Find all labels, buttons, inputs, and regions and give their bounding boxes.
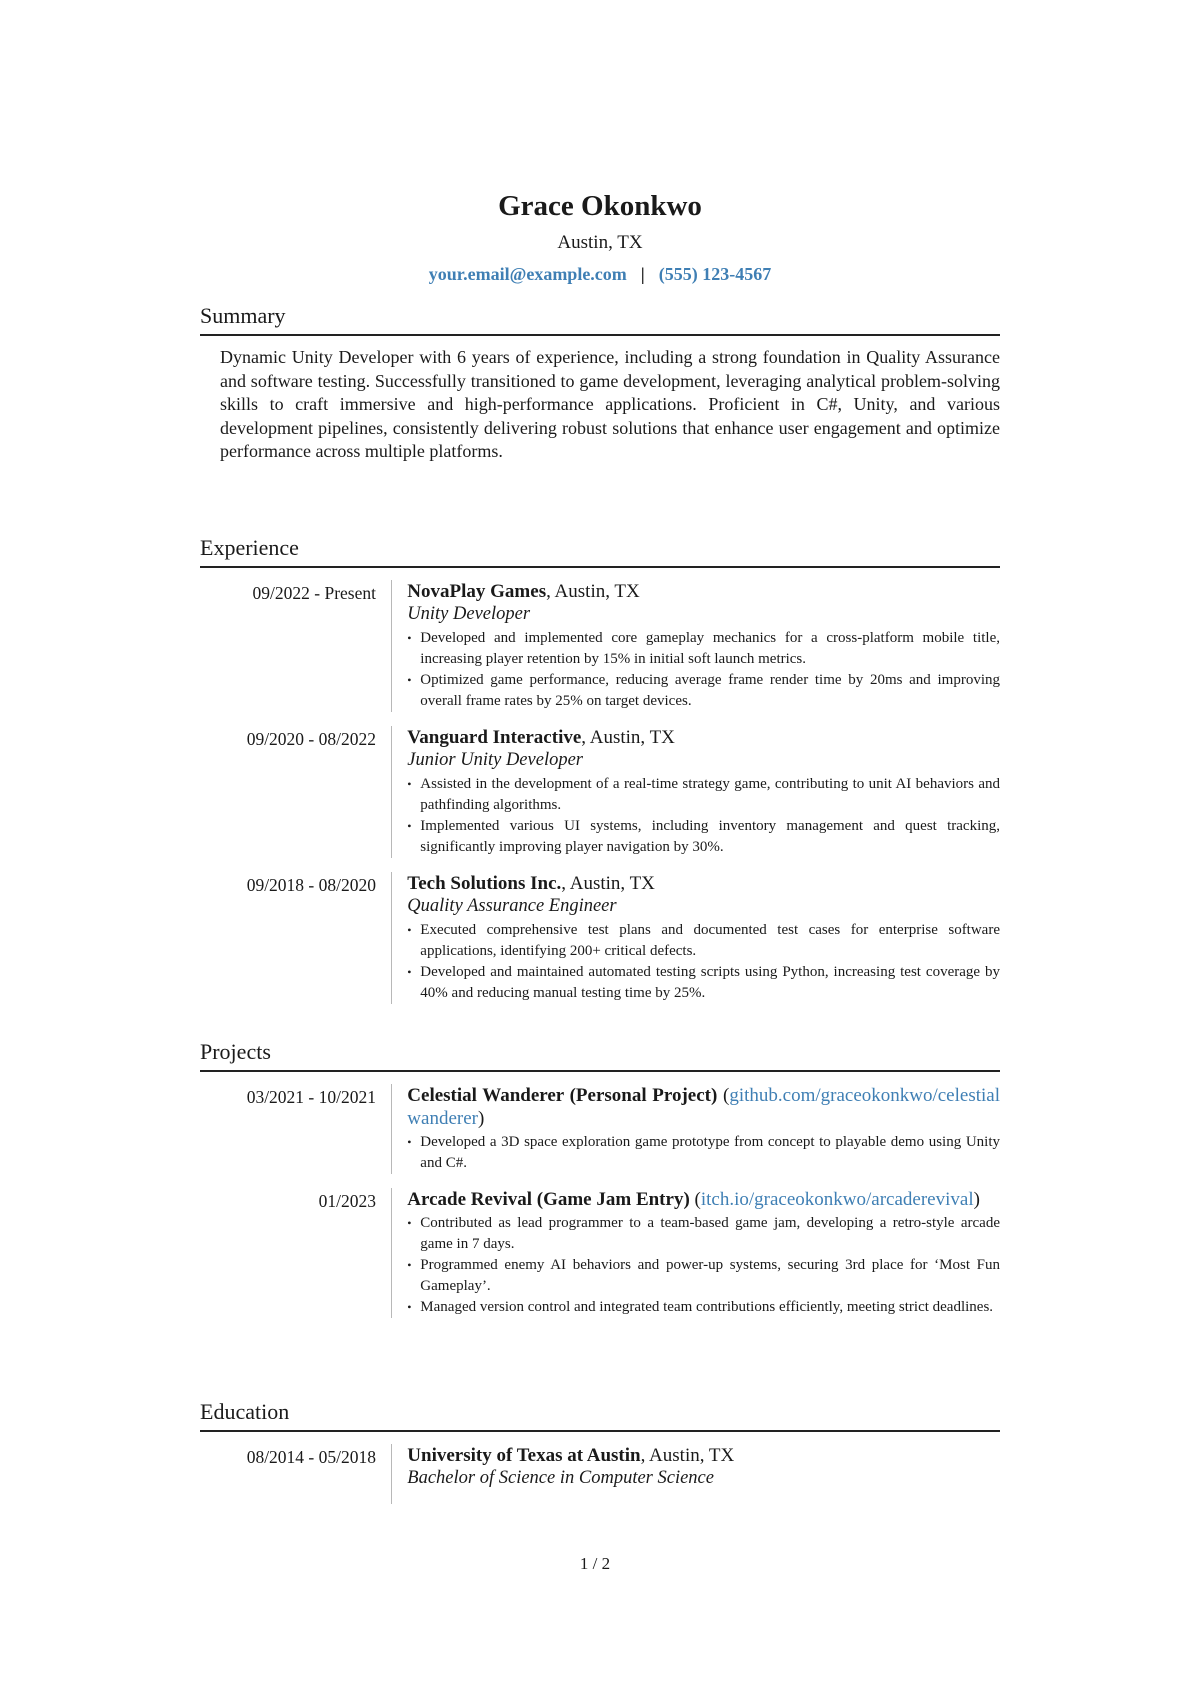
bullet-item: • Developed and maintained automated testing scripts using Python, increasing test coverage by 40% and reducing manual testing time by 25%. bbox=[407, 962, 1000, 1004]
company-name: Vanguard Interactive bbox=[407, 727, 582, 748]
school-name: University of Texas at Austin bbox=[407, 1445, 641, 1466]
entry-date: 03/2021 - 10/2021 bbox=[246, 1087, 376, 1107]
entry-date: 08/2014 - 05/2018 bbox=[246, 1447, 376, 1467]
section-rule bbox=[200, 334, 1000, 336]
project-link[interactable]: github.com/graceokonkwo/celestialwanderer bbox=[407, 1085, 1000, 1129]
bullet-item: • Assisted in the development of a real-time strategy game, contributing to unit AI behaviors and pathfinding algorithms. bbox=[407, 774, 1000, 816]
contact-line bbox=[200, 261, 1000, 287]
experience-section bbox=[200, 534, 1000, 1004]
page-number: 1 / 2 bbox=[579, 1554, 611, 1573]
projects-section bbox=[200, 1038, 1000, 1318]
bullet-list bbox=[407, 628, 1000, 712]
bullet-list bbox=[407, 774, 1000, 858]
summary-section bbox=[200, 302, 1000, 464]
entry-body bbox=[392, 1188, 1000, 1318]
project-name: Celestial Wanderer (Personal Project) bbox=[407, 1085, 718, 1106]
degree: Bachelor of Science in Computer Science bbox=[407, 1468, 714, 1488]
bullet-list bbox=[407, 1132, 1000, 1174]
experience-entry bbox=[200, 726, 1000, 858]
education-entry bbox=[200, 1444, 1000, 1504]
entry-body bbox=[392, 1084, 1000, 1174]
entry-body bbox=[392, 726, 1000, 858]
bullet-item: • Programmed enemy AI behaviors and power-up systems, securing 3rd place for ‘Most Fun Gameplay’. bbox=[407, 1255, 1000, 1297]
bullet-item: • Contributed as lead programmer to a team-based game jam, developing a retro-style arcade game in 7 days. bbox=[407, 1213, 1000, 1255]
job-role: Junior Unity Developer bbox=[407, 750, 583, 770]
email-link[interactable]: your.email@example.com bbox=[428, 264, 627, 284]
project-title: Celestial Wanderer (Personal Project) (github.com/graceokonkwo/celestialwanderer) bbox=[407, 1085, 1000, 1129]
company-location: , Austin, TX bbox=[546, 581, 640, 602]
project-name: Arcade Revival (Game Jam Entry) bbox=[407, 1189, 690, 1210]
section-title-projects: Projects bbox=[200, 1039, 271, 1064]
entry-title bbox=[407, 872, 1000, 895]
section-title-education: Education bbox=[200, 1399, 290, 1424]
bullet-item: • Developed and implemented core gameplay mechanics for a cross-platform mobile title, increasing player retention by 15% in initial soft launch metrics. bbox=[407, 628, 1000, 670]
experience-entry bbox=[200, 872, 1000, 1004]
bullet-item: • Optimized game performance, reducing average frame render time by 20ms and improving overall frame rates by 25% on target devices. bbox=[407, 670, 1000, 712]
contact-separator: | bbox=[640, 264, 645, 284]
candidate-name: Grace Okonkwo bbox=[498, 190, 702, 222]
entry-date: 01/2023 bbox=[318, 1191, 376, 1211]
entry-title bbox=[407, 726, 1000, 749]
project-link[interactable]: itch.io/graceokonkwo/arcaderevival bbox=[700, 1189, 974, 1210]
company-name: NovaPlay Games bbox=[407, 581, 547, 602]
bullet-item: • Implemented various UI systems, including inventory management and quest tracking, significantly improving player navigation by 30%. bbox=[407, 816, 1000, 858]
resume-header bbox=[200, 186, 1000, 287]
entry-date: 09/2018 - 08/2020 bbox=[246, 875, 376, 895]
bullet-item: • Executed comprehensive test plans and documented test cases for enterprise software applications, identifying 200+ critical defects. bbox=[407, 920, 1000, 962]
entry-body bbox=[392, 1444, 1000, 1504]
section-rule bbox=[200, 1070, 1000, 1072]
entry-date: 09/2022 - Present bbox=[252, 583, 376, 603]
job-role: Unity Developer bbox=[407, 604, 531, 624]
summary-text: Dynamic Unity Developer with 6 years of experience, including a strong foundation in Quality Assurance and software testing. Successfully transitioned to game development, leveraging analytical problem-solving skills to craft immersive and high-performance applications. Proficient in C#, Unity, and various development pipelines, consistently delivering robust solutions that enhance user engagement and optimize performance across multiple platforms. bbox=[220, 347, 1000, 461]
section-rule bbox=[200, 1430, 1000, 1432]
entry-date: 09/2020 - 08/2022 bbox=[246, 729, 376, 749]
bullet-list bbox=[407, 1213, 1000, 1318]
job-role: Quality Assurance Engineer bbox=[407, 896, 617, 916]
entry-body bbox=[392, 872, 1000, 1004]
bullet-item: • Developed a 3D space exploration game prototype from concept to playable demo using Unity and C#. bbox=[407, 1132, 1000, 1174]
experience-entry bbox=[200, 580, 1000, 712]
bullet-item: • Managed version control and integrated team contributions efficiently, meeting strict deadlines. bbox=[407, 1297, 1000, 1318]
entry-title bbox=[407, 1444, 1000, 1467]
project-entry bbox=[200, 1084, 1000, 1174]
section-rule bbox=[200, 566, 1000, 568]
entry-body bbox=[392, 580, 1000, 712]
school-location: , Austin, TX bbox=[640, 1445, 735, 1466]
education-section bbox=[200, 1398, 1000, 1504]
candidate-location: Austin, TX bbox=[557, 232, 643, 253]
project-entry bbox=[200, 1188, 1000, 1318]
section-title-experience: Experience bbox=[200, 535, 299, 560]
phone-link[interactable]: (555) 123-4567 bbox=[658, 264, 772, 284]
section-title-summary: Summary bbox=[200, 303, 286, 328]
entry-title bbox=[407, 580, 1000, 603]
company-location: , Austin, TX bbox=[581, 727, 675, 748]
company-name: Tech Solutions Inc. bbox=[407, 873, 562, 894]
company-location: , Austin, TX bbox=[561, 873, 655, 894]
project-title: Arcade Revival (Game Jam Entry) (itch.io/graceokonkwo/arcaderevival) bbox=[407, 1189, 980, 1210]
bullet-list bbox=[407, 920, 1000, 1004]
